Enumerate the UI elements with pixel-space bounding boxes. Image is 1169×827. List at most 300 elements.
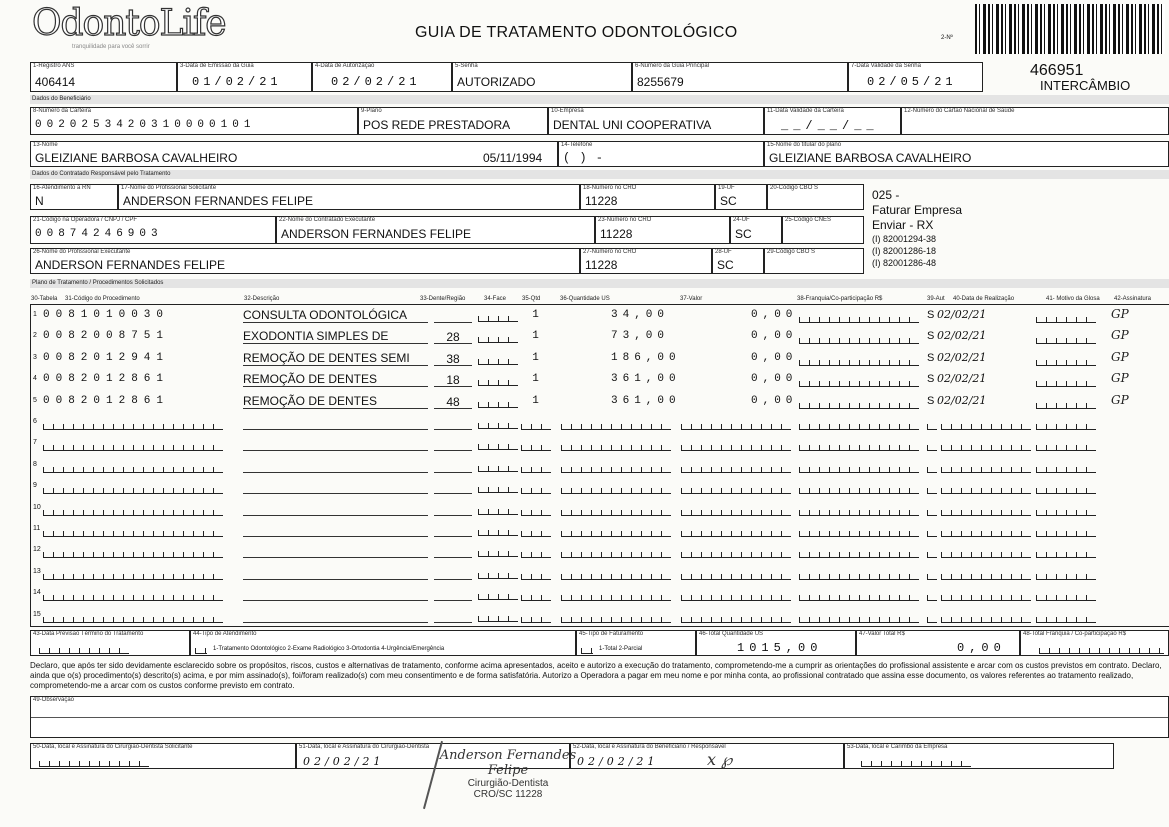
previsao-input[interactable]: [39, 645, 129, 654]
field-uf3: [712, 248, 764, 274]
franquia-field[interactable]: [799, 442, 919, 451]
valor[interactable]: [681, 614, 791, 623]
validade-carteira-value: __/__/__: [781, 119, 879, 133]
section-beneficiario: Dados do Beneficiário: [30, 95, 1169, 104]
franquia-field[interactable]: [799, 421, 919, 430]
row-number: 11: [33, 525, 41, 532]
procedure-description[interactable]: EXODONTIA SIMPLES DE: [243, 329, 428, 344]
field-titular: [764, 141, 1169, 167]
note-line: (I) 82001294-38: [872, 234, 937, 244]
franquia-field[interactable]: [799, 614, 919, 623]
franquia-field[interactable]: [799, 507, 919, 516]
franquia-field[interactable]: [799, 400, 919, 409]
row-number: 12: [33, 546, 41, 554]
glosa-field[interactable]: [1036, 335, 1096, 344]
col-header: 39-Aut: [927, 296, 945, 302]
aut-flag[interactable]: S: [927, 330, 935, 343]
table-row: [31, 562, 1169, 583]
glosa-field[interactable]: [1036, 421, 1096, 430]
field-observacao[interactable]: [30, 696, 1169, 738]
logo-text: OdontoLife: [32, 3, 226, 44]
aut-flag[interactable]: [927, 549, 937, 558]
realization-date[interactable]: 02/02/21: [937, 329, 987, 343]
quantity[interactable]: [521, 614, 551, 623]
glosa-field[interactable]: [1036, 549, 1096, 558]
glosa-field[interactable]: [1036, 442, 1096, 451]
row-signature: GP: [1111, 371, 1129, 386]
tooth-region[interactable]: [434, 309, 472, 323]
label: 15-Nome do titular do plano: [767, 142, 842, 148]
field-uf2: [730, 216, 782, 244]
franquia-field[interactable]: [799, 571, 919, 580]
realization-date[interactable]: [941, 592, 1031, 601]
telefone-value: ( ) -: [563, 151, 605, 165]
glosa-field[interactable]: [1036, 571, 1096, 580]
label: 18-Número no CRO: [583, 185, 637, 191]
glosa-field[interactable]: [1036, 507, 1096, 516]
quantity-us[interactable]: [561, 464, 671, 473]
franquia-field[interactable]: [799, 464, 919, 473]
col-header: 32-Descrição: [244, 296, 280, 302]
valor[interactable]: [681, 464, 791, 473]
valor[interactable]: 0,00: [751, 373, 798, 386]
tooth-region[interactable]: 18: [434, 373, 472, 387]
note-line: (I) 82001286-18: [872, 246, 937, 256]
row-signature: GP: [1111, 349, 1129, 364]
row-signature: GP: [1111, 328, 1129, 343]
quantity[interactable]: 1: [532, 373, 540, 386]
label: 11-Data Validade da Carteira: [767, 108, 844, 114]
quantity-us[interactable]: [561, 528, 671, 537]
aut-flag[interactable]: S: [927, 351, 935, 364]
label: 26-Nome do Profissional Executante: [33, 249, 131, 255]
face-field[interactable]: [478, 399, 518, 408]
realization-date[interactable]: [941, 507, 1031, 516]
observacao-line: [31, 717, 1168, 718]
table-row: [31, 305, 1169, 326]
franquia-field[interactable]: [799, 357, 919, 366]
tooth-region[interactable]: [434, 566, 472, 580]
valor[interactable]: 0,00: [751, 351, 798, 364]
field-sig-52[interactable]: [570, 743, 844, 769]
label: 20-Código CBO S: [770, 185, 819, 191]
row-signature: GP: [1111, 392, 1129, 407]
label: 52-Data, local e Assinatura do Beneficiário / Responsável: [573, 744, 726, 750]
col-header: 37-Valor: [680, 296, 703, 302]
glosa-field[interactable]: [1036, 485, 1096, 494]
label: 5-Senha: [455, 63, 478, 69]
col-header: 34-Face: [484, 296, 507, 302]
cro2-value: 11228: [600, 227, 633, 241]
sig-53-date[interactable]: [861, 758, 971, 767]
total-franquia-input[interactable]: [1039, 645, 1164, 654]
procedure-description[interactable]: REMOÇÃO DE DENTES: [243, 394, 428, 409]
quantity-us[interactable]: 361,00: [611, 373, 681, 386]
executante-value: ANDERSON FERNANDES FELIPE: [281, 227, 472, 241]
procedure-code[interactable]: [43, 571, 223, 580]
nome-value: GLEIZIANE BARBOSA CAVALHEIRO: [35, 151, 238, 165]
procedure-code[interactable]: [43, 614, 223, 623]
face-field[interactable]: [478, 506, 518, 515]
section-procedimentos: Plano de Tratamento / Procedimentos Solicitados: [30, 279, 1169, 288]
valor[interactable]: [681, 421, 791, 430]
quantity[interactable]: 1: [532, 330, 540, 343]
quantity[interactable]: [521, 592, 551, 601]
face-field[interactable]: [478, 570, 518, 579]
label: 27-Número no CRO: [583, 249, 637, 255]
procedure-code[interactable]: [43, 421, 223, 430]
procedure-code[interactable]: 0082012861: [43, 373, 170, 386]
quantity[interactable]: [521, 464, 551, 473]
franquia-field[interactable]: [799, 592, 919, 601]
uf-value: SC: [720, 194, 737, 208]
table-row: [31, 412, 1169, 433]
tooth-region[interactable]: [434, 523, 472, 537]
table-row: [31, 540, 1169, 561]
procedure-code[interactable]: [43, 592, 223, 601]
realization-date[interactable]: [941, 571, 1031, 580]
procedure-code[interactable]: [43, 442, 223, 451]
aut-flag[interactable]: [927, 571, 937, 580]
field-cro: [580, 184, 715, 210]
titular-value: GLEIZIANE BARBOSA CAVALHEIRO: [769, 151, 972, 165]
label: 12-Número do Cartão Nacional de Saúde: [904, 108, 1015, 114]
tooth-region[interactable]: [434, 459, 472, 473]
tipo-atend-options: 1-Tratamento Odontológico 2-Exame Radiológico 3-Ortodontia 4-Urgência/Emergência: [213, 646, 445, 652]
face-field[interactable]: [478, 527, 518, 536]
quantity[interactable]: 1: [532, 394, 540, 407]
table-row: [31, 455, 1169, 476]
realization-date[interactable]: 02/02/21: [937, 350, 987, 364]
quantity[interactable]: [521, 442, 551, 451]
table-row: [31, 583, 1169, 604]
tooth-region[interactable]: [434, 437, 472, 451]
quantity[interactable]: [521, 528, 551, 537]
table-row: [31, 391, 1169, 412]
field-total-valor: [856, 630, 1020, 656]
valor[interactable]: [681, 549, 791, 558]
field-uf: [715, 184, 767, 210]
tooth-region[interactable]: [434, 544, 472, 558]
label: 19-UF: [718, 185, 735, 191]
procedure-description[interactable]: [243, 436, 428, 451]
col-header: 30-Tabela: [31, 296, 58, 302]
quantity-us[interactable]: 361,00: [611, 394, 681, 407]
franquia-field[interactable]: [799, 528, 919, 537]
realization-date[interactable]: [941, 549, 1031, 558]
tooth-region[interactable]: [434, 480, 472, 494]
label: 21-Código na Operadora / CNPJ / CPF: [33, 217, 138, 223]
realization-date[interactable]: [941, 485, 1031, 494]
label: 14-Telefone: [561, 142, 593, 148]
row-number: 6: [33, 418, 37, 425]
procedure-description[interactable]: [243, 458, 428, 473]
logo: [32, 3, 226, 60]
procedure-code[interactable]: [43, 528, 223, 537]
uf3-value: SC: [717, 258, 734, 272]
face-field[interactable]: [478, 613, 518, 622]
face-field[interactable]: [478, 484, 518, 493]
tooth-region[interactable]: [434, 587, 472, 601]
realization-date[interactable]: [941, 421, 1031, 430]
beneficiary-signature: x ℘: [707, 750, 733, 769]
quantity[interactable]: [521, 485, 551, 494]
quantity-us[interactable]: [561, 421, 671, 430]
face-field[interactable]: [478, 313, 518, 322]
procedure-description[interactable]: [243, 415, 428, 430]
valor[interactable]: [681, 571, 791, 580]
validade-senha-value: 02/05/21: [867, 75, 957, 89]
total-valor-value: 0,00: [957, 641, 1006, 655]
table-row: [31, 519, 1169, 540]
valor[interactable]: 0,00: [751, 394, 798, 407]
glosa-field[interactable]: [1036, 400, 1096, 409]
dentist-stamp: [428, 748, 588, 800]
valor[interactable]: [681, 528, 791, 537]
quantity-us[interactable]: 73,00: [611, 330, 670, 343]
rn-value: N: [35, 194, 44, 208]
procedure-code[interactable]: 0081010030: [43, 309, 170, 321]
label: 4-Data de Autorização: [315, 63, 375, 69]
procedure-description[interactable]: [243, 543, 428, 558]
quantity-us[interactable]: [561, 549, 671, 558]
procedure-code[interactable]: 0082012861: [43, 394, 170, 407]
procedure-code[interactable]: 0082012941: [43, 351, 170, 364]
empresa-value: DENTAL UNI COOPERATIVA: [553, 118, 712, 132]
franquia-field[interactable]: [799, 485, 919, 494]
tooth-region[interactable]: [434, 502, 472, 516]
franquia-field[interactable]: [799, 378, 919, 387]
realization-date[interactable]: [941, 442, 1031, 451]
label: 48-Total Franquia / Co-participação R$: [1023, 631, 1127, 637]
field-cro2: [595, 216, 730, 244]
quantity-us[interactable]: [561, 592, 671, 601]
quantity-us[interactable]: [561, 485, 671, 494]
label: 9-Plano: [361, 108, 382, 114]
row-number: 2: [33, 332, 37, 340]
field-cns: [901, 107, 1169, 135]
face-field[interactable]: [478, 377, 518, 386]
faturamento-input[interactable]: [581, 645, 593, 654]
procedure-code[interactable]: [43, 464, 223, 473]
field-validade-senha: [848, 62, 983, 92]
label: 43-Data Previsão Término do Tratamento: [33, 631, 144, 637]
label: 7-Data Validade da Senha: [851, 63, 921, 69]
field-cnpj: [30, 216, 276, 244]
senha-value: AUTORIZADO: [457, 75, 536, 89]
tooth-region[interactable]: [434, 416, 472, 430]
row-number: 4: [33, 375, 37, 383]
valor[interactable]: [681, 592, 791, 601]
sig-50-date[interactable]: [39, 758, 149, 767]
field-senha: [452, 62, 632, 92]
field-carteira: [30, 107, 358, 135]
tooth-region[interactable]: 48: [434, 395, 472, 409]
franquia-field[interactable]: [799, 335, 919, 344]
face-field[interactable]: [478, 441, 518, 450]
field-total-franquia: [1020, 630, 1169, 656]
valor[interactable]: [681, 507, 791, 516]
aut-flag[interactable]: [927, 485, 937, 494]
field-executante: [276, 216, 595, 244]
procedure-description[interactable]: REMOÇÃO DE DENTES SEMI: [243, 351, 428, 366]
aut-flag[interactable]: [927, 421, 937, 430]
aut-flag[interactable]: [927, 528, 937, 537]
realization-date[interactable]: [941, 528, 1031, 537]
row-number: 13: [33, 567, 41, 575]
quantity[interactable]: [521, 571, 551, 580]
label: 24-UF: [733, 217, 750, 223]
row-number: 14: [33, 589, 41, 597]
valor[interactable]: [681, 485, 791, 494]
aut-flag[interactable]: [927, 592, 937, 601]
col-header: 40-Data de Realização: [953, 296, 1015, 302]
face-field[interactable]: [478, 356, 518, 365]
label: 53-Data, local e Carimbo da Empresa: [847, 744, 948, 750]
tooth-region[interactable]: 28: [434, 330, 472, 344]
quantity[interactable]: [521, 421, 551, 430]
glosa-field[interactable]: [1036, 528, 1096, 537]
realization-date[interactable]: 02/02/21: [937, 308, 987, 321]
field-sig-50[interactable]: [30, 743, 296, 769]
tooth-region[interactable]: [434, 609, 472, 623]
face-field[interactable]: [478, 591, 518, 600]
emissao-value: 01/02/21: [192, 75, 282, 89]
solicitante-value: ANDERSON FERNANDES FELIPE: [123, 194, 314, 208]
valor[interactable]: 0,00: [751, 330, 798, 343]
table-row: [31, 433, 1169, 454]
label: 16-Atendimento a RN: [33, 185, 91, 191]
cnpj-value: 00874246903: [35, 228, 163, 240]
ans-value: 406414: [35, 75, 76, 89]
face-field[interactable]: [478, 548, 518, 557]
field-prof-exec: [30, 248, 580, 274]
quantity[interactable]: 1: [532, 351, 540, 364]
col-header: 35-Qtd: [522, 296, 541, 302]
glosa-field[interactable]: [1036, 357, 1096, 366]
quantity[interactable]: [521, 549, 551, 558]
realization-date[interactable]: 02/02/21: [937, 393, 987, 407]
procedure-description[interactable]: [243, 522, 428, 537]
label: 49-Observação: [33, 697, 75, 703]
guide-number: 466951: [1030, 62, 1084, 79]
field-plano: [358, 107, 548, 135]
field-cnes: [782, 216, 864, 244]
field-sig-53[interactable]: [844, 743, 1114, 769]
quantity[interactable]: 1: [532, 309, 540, 321]
note-line: Enviar - RX: [872, 218, 934, 232]
glosa-field[interactable]: [1036, 614, 1096, 623]
carteira-value: 0020253420310000101: [35, 119, 256, 131]
label: 23-Número no CRO: [598, 217, 652, 223]
barcode: [975, 4, 1165, 54]
label: 1-Registro ANS: [33, 63, 75, 69]
procedure-code[interactable]: [43, 485, 223, 494]
franquia-field[interactable]: [799, 549, 919, 558]
aut-flag[interactable]: S: [927, 373, 935, 386]
quantity-us[interactable]: [561, 442, 671, 451]
col-header: 33-Dente/Região: [420, 296, 466, 302]
face-field[interactable]: [478, 463, 518, 472]
quantity-us[interactable]: [561, 507, 671, 516]
stamp-name: Anderson Fernandes Felipe: [439, 748, 577, 778]
franquia-field[interactable]: [799, 314, 919, 323]
col-header: 38-Franquia/Co-participação R$: [797, 296, 883, 302]
page-title: GUIA DE TRATAMENTO ODONTOLÓGICO: [415, 24, 738, 41]
table-row: [31, 605, 1169, 626]
label: 6-Número da Guia Principal: [635, 63, 710, 69]
row-number: 9: [33, 482, 37, 490]
quantity[interactable]: [521, 507, 551, 516]
field-telefone: [558, 141, 764, 167]
autorizacao-value: 02/02/21: [331, 75, 421, 89]
col-header: 31-Código do Procedimento: [65, 296, 140, 302]
procedure-description[interactable]: [243, 608, 428, 623]
procedure-code[interactable]: 0082008751: [43, 330, 170, 343]
sig-51-date: 02/02/21: [303, 755, 385, 768]
note-line: (I) 82001286-48: [872, 258, 937, 268]
tooth-region[interactable]: 38: [434, 352, 472, 366]
field-previsao: [30, 630, 190, 656]
procedure-description[interactable]: [243, 479, 428, 494]
section-contratado: Dados do Contratado Responsável pelo Tratamento: [30, 170, 1169, 179]
quantity-us[interactable]: [561, 571, 671, 580]
procedimentos-table: [30, 304, 1169, 627]
aut-flag[interactable]: [927, 507, 937, 516]
table-row: [31, 326, 1169, 347]
exchange-label: INTERCÂMBIO: [1040, 78, 1131, 93]
quantity-us[interactable]: 186,00: [611, 351, 681, 364]
realization-date[interactable]: [941, 464, 1031, 473]
procedure-code[interactable]: [43, 507, 223, 516]
aut-flag[interactable]: S: [927, 309, 935, 321]
quantity-us[interactable]: 34,00: [611, 309, 670, 321]
procedure-description[interactable]: CONSULTA ODONTOLÓGICA: [243, 308, 428, 323]
procedure-description[interactable]: [243, 586, 428, 601]
uf2-value: SC: [735, 227, 752, 241]
glosa-field[interactable]: [1036, 464, 1096, 473]
valor[interactable]: 0,00: [751, 309, 798, 321]
aut-flag[interactable]: S: [927, 394, 935, 407]
field-total-us: [696, 630, 856, 656]
aut-flag[interactable]: [927, 614, 937, 623]
field-cbo: [767, 184, 864, 210]
cro-value: 11228: [585, 194, 618, 208]
face-field[interactable]: [478, 334, 518, 343]
stamp-role: Cirurgião-Dentista: [467, 778, 549, 789]
label: 51-Data, local e Assinatura do Cirurgião-Dentista: [299, 744, 430, 750]
glosa-field[interactable]: [1036, 592, 1096, 601]
procedure-description[interactable]: REMOÇÃO DE DENTES: [243, 372, 428, 387]
glosa-field[interactable]: [1036, 378, 1096, 387]
realization-date[interactable]: [941, 614, 1031, 623]
valor[interactable]: [681, 442, 791, 451]
row-number: 8: [33, 460, 37, 468]
procedure-description[interactable]: [243, 501, 428, 516]
aut-flag[interactable]: [927, 464, 937, 473]
face-field[interactable]: [478, 420, 518, 429]
procedure-description[interactable]: [243, 565, 428, 580]
realization-date[interactable]: 02/02/21: [937, 372, 987, 386]
prof-exec-value: ANDERSON FERNANDES FELIPE: [35, 258, 226, 272]
procedure-code[interactable]: [43, 549, 223, 558]
glosa-field[interactable]: [1036, 314, 1096, 323]
quantity-us[interactable]: [561, 614, 671, 623]
aut-flag[interactable]: [927, 442, 937, 451]
tipo-atend-input[interactable]: [195, 645, 207, 654]
col-header: 42-Assinatura: [1114, 296, 1152, 302]
field-autorizacao: [312, 62, 452, 92]
